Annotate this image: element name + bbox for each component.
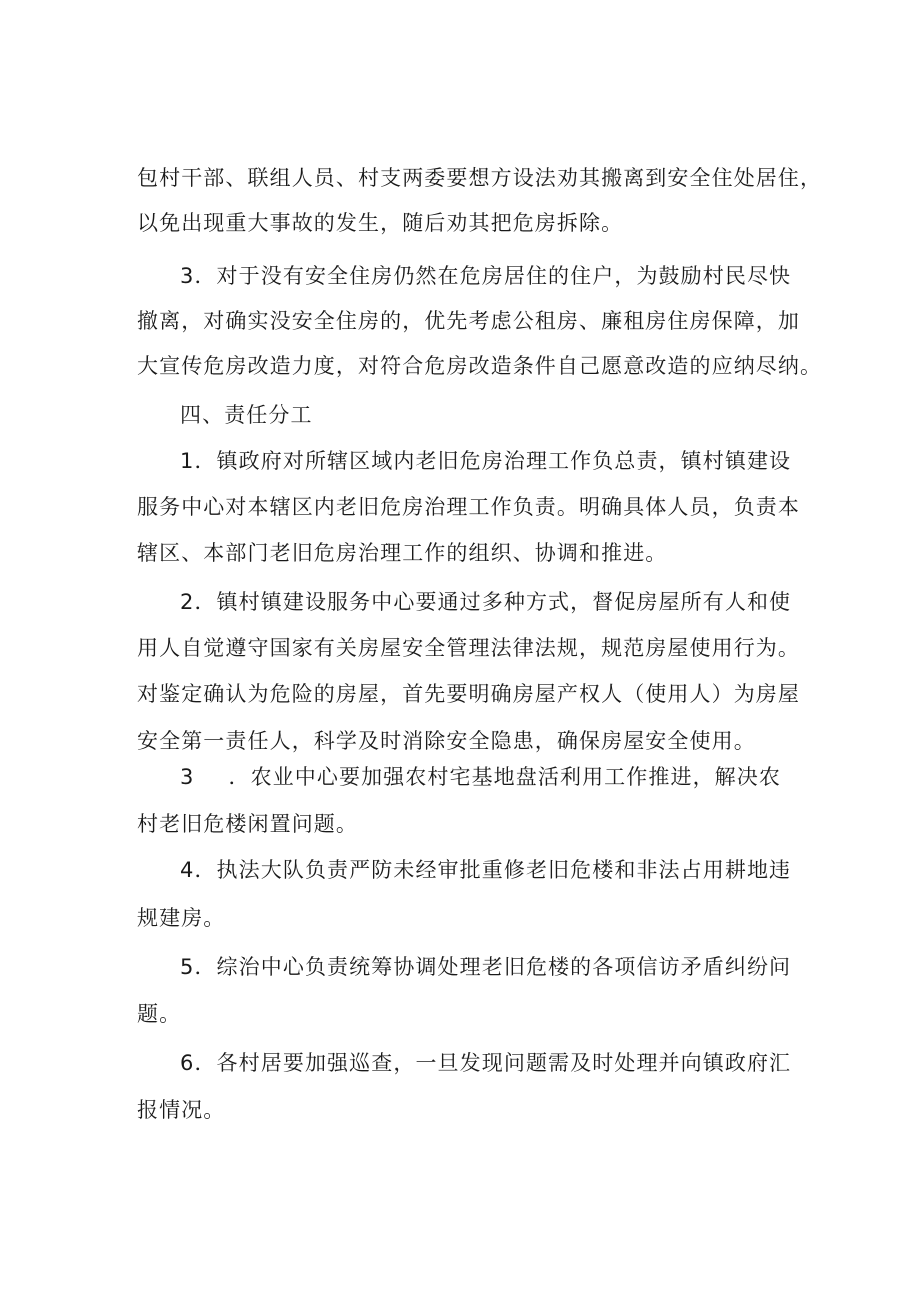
paragraph-line: 以免出现重大事故的发生，随后劝其把危房拆除。	[137, 211, 624, 235]
paragraph-line: 对鉴定确认为危险的房屋，首先要明确房屋产权人（使用人）为房屋	[137, 682, 800, 706]
paragraph-line: 安全第一责任人，科学及时消除安全隐患，确保房屋安全使用。	[137, 729, 756, 753]
paragraph-line: 4．执法大队负责严防未经审批重修老旧危楼和非法占用耕地违	[180, 858, 792, 882]
paragraph-line: 辖区、本部门老旧危房治理工作的组织、协调和推进。	[137, 541, 668, 565]
paragraph-line: 撤离，对确实没安全住房的，优先考虑公租房、廉租房住房保障，加	[137, 309, 800, 333]
paragraph-line: 3．对于没有安全住房仍然在危房居住的住户，为鼓励村民尽快	[180, 264, 792, 288]
paragraph-line: 1．镇政府对所辖区域内老旧危房治理工作负总责，镇村镇建设	[180, 449, 792, 473]
paragraph-line	[180, 764, 781, 790]
paragraph-line: 用人自觉遵守国家有关房屋安全管理法律法规，规范房屋使用行为。	[137, 636, 800, 660]
paragraph-line: 5．综治中心负责统筹协调处理老旧危楼的各项信访矛盾纠纷问	[180, 955, 792, 979]
paragraph-line: 题。	[137, 1002, 182, 1026]
paragraph-line: 2．镇村镇建设服务中心要通过多种方式，督促房屋所有人和使	[180, 590, 792, 614]
section-heading: 四、责任分工	[180, 403, 313, 427]
paragraph-line: 包村干部、联组人员、村支两委要想方设法劝其搬离到安全住处居住，	[137, 166, 823, 190]
paragraph-line: 报情况。	[137, 1098, 226, 1122]
paragraph-line: 服务中心对本辖区内老旧危房治理工作负责。明确具体人员，负责本	[137, 495, 800, 519]
paragraph-line-text: ．农业中心要加强农村宅基地盘活利用工作推进，解决农	[228, 765, 781, 789]
item-number: 3	[180, 765, 195, 789]
paragraph-line: 村老旧危楼闲置问题。	[137, 812, 358, 836]
paragraph-line: 大宣传危房改造力度，对符合危房改造条件自己愿意改造的应纳尽纳。	[137, 354, 823, 378]
paragraph-line: 规建房。	[137, 906, 226, 930]
paragraph-line: 6．各村居要加强巡查，一旦发现问题需及时处理并向镇政府汇	[180, 1051, 792, 1075]
